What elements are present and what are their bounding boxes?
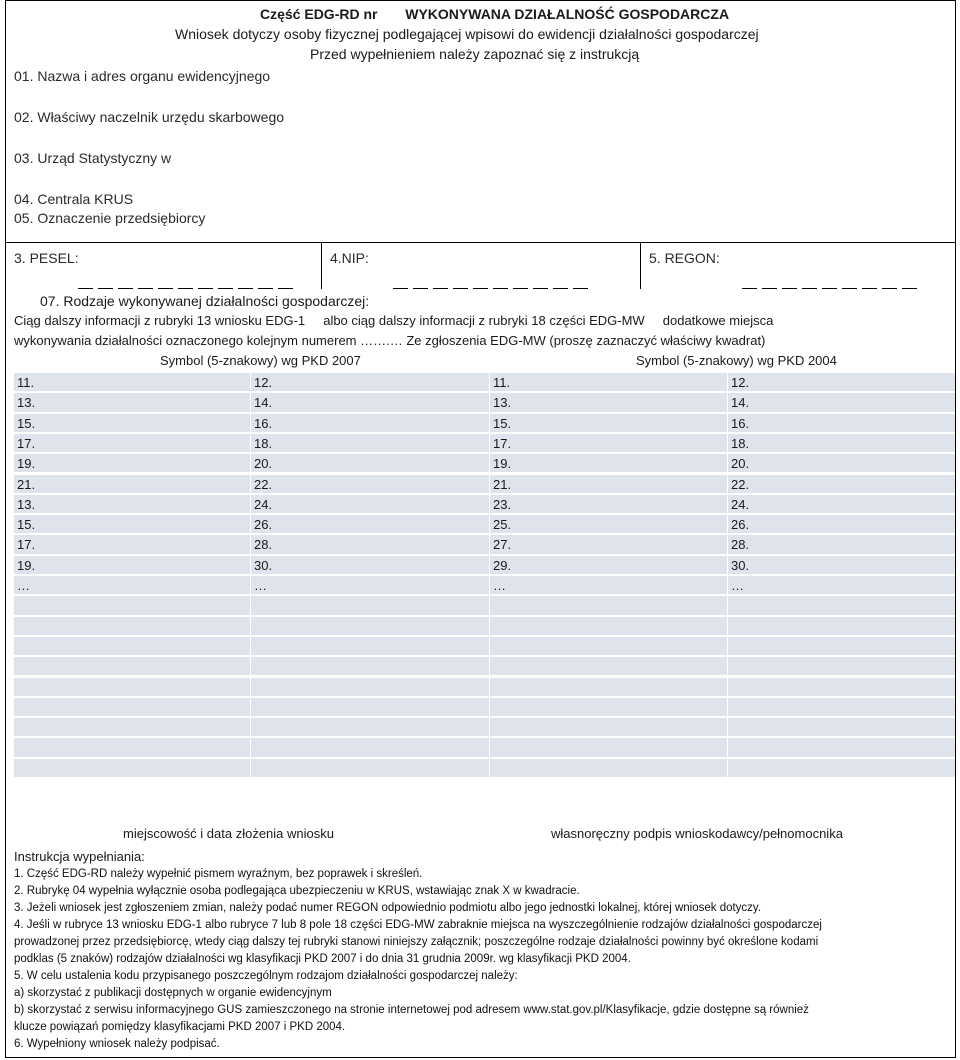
pkd-code-number: 18. [254,435,273,451]
pkd-code-number: 17. [17,537,36,553]
instruction-5: 5. W celu ustalenia kodu przypisanego poszczególnym rodzajom działalności gospodarczej należy: [14,970,518,982]
pkd-code-number: 18. [731,435,750,451]
pkd-empty-cell[interactable] [728,657,955,675]
pkd-code-number: 14. [254,395,273,411]
pkd-empty-cell[interactable] [251,738,489,756]
pkd-code-cell[interactable] [728,434,955,452]
pkd-code-cell[interactable] [251,434,489,452]
pkd-code-cell[interactable] [728,535,955,553]
pkd-code-cell[interactable] [728,414,955,432]
pkd-code-cell[interactable] [14,515,250,533]
instruction-6: 6. Wypełniony wniosek należy podpisać. [14,1038,220,1050]
instruction-5a: a) skorzystać z publikacji dostępnych w organie ewidencyjnym [14,987,332,999]
pkd-code-number: … [17,578,30,593]
pkd-code-cell[interactable] [490,475,727,493]
section-07-line1: Ciąg dalszy informacji z rubryki 13 wniosku EDG-1 albo ciąg dalszy informacji z rubryki 18 części EDG-MW dodatkowe miejsca [14,313,774,328]
pkd-code-cell[interactable] [14,475,250,493]
pkd-empty-cell[interactable] [490,698,727,716]
pkd-empty-cell[interactable] [14,718,250,736]
pkd-code-number: 13. [493,395,512,411]
pkd-code-number: 20. [731,456,750,472]
pkd-code-cell[interactable] [728,495,955,513]
pkd-code-number: 16. [731,415,750,431]
section-07-line2: wykonywania działalności oznaczonego kolejnym numerem …….… Ze zgłoszenia EDG-MW (proszę zaznaczyć właściwy kwadrat) [14,333,766,348]
pkd-empty-cell[interactable] [490,759,727,777]
pkd-code-number: 15. [493,415,512,431]
header-subtitle: Wniosek dotyczy osoby fizycznej podlegającej wpisowi do ewidencji działalności gospodarczej [175,26,759,42]
instruction-2: 2. Rubrykę 04 wypełnia wyłącznie osoba podlegająca ubezpieczeniu w KRUS, wstawiając znak X w kwadracie. [14,885,580,897]
pkd-code-number: 15. [17,517,36,533]
pkd-code-number: 26. [254,517,273,533]
pkd-code-cell[interactable] [251,535,489,553]
signature-place: miejscowość i data złożenia wniosku [123,826,334,841]
pkd-code-number: … [254,578,267,593]
pkd-code-number: 24. [731,496,750,512]
pkd-code-cell[interactable] [728,393,955,411]
pkd-code-number: 13. [17,496,36,512]
pkd-empty-cell[interactable] [14,617,250,635]
pkd-code-cell[interactable] [14,434,250,452]
pkd-code-number: 24. [254,496,273,512]
pkd-code-number: 19. [17,557,36,573]
pkd-code-number: 26. [731,517,750,533]
pkd-empty-cell[interactable] [251,637,489,655]
pkd-empty-cell[interactable] [728,678,955,696]
pkd-code-number: 25. [493,517,512,533]
pkd-empty-cell[interactable] [728,718,955,736]
pkd-code-number: 11. [17,375,35,390]
pkd-code-number: 28. [254,537,273,553]
pkd-empty-cell[interactable] [251,698,489,716]
header-note: Przed wypełnieniem należy zapoznać się z instrukcją [310,46,640,62]
header-part-title [260,6,729,23]
pkd-code-number: 29. [493,557,512,573]
pkd-code-number: 23. [493,496,512,512]
pkd-code-number: 17. [17,435,36,451]
pkd-empty-cell[interactable] [490,637,727,655]
field-05-label: 05. Oznaczenie przedsiębiorcy [14,210,206,226]
pkd-empty-cell[interactable] [728,698,955,716]
pkd-code-number: 22. [254,476,273,492]
pkd-code-cell[interactable] [490,515,727,533]
instruction-5b1: b) skorzystać z serwisu informacyjnego GUS zamieszczonego na stronie internetowej pod adresem www.stat.gov.pl/Klasyfikacje, gdzie dostępne są również [14,1004,809,1016]
pkd-code-number: 21. [17,476,36,492]
pkd-empty-cell[interactable] [251,759,489,777]
pkd-code-cell[interactable] [14,373,250,391]
pkd-code-number: 19. [17,456,36,472]
pkd-code-cell[interactable] [251,576,489,594]
field-04-label: 04. Centrala KRUS [14,191,134,207]
pkd2004-header: Symbol (5-znakowy) wg PKD 2004 [636,353,837,368]
pkd-code-number: 14. [731,395,750,411]
pkd-table [5,372,956,792]
pkd-code-cell[interactable] [728,373,955,391]
pkd-code-cell[interactable] [14,576,250,594]
pkd-code-cell[interactable] [251,414,489,432]
pkd-empty-cell[interactable] [14,637,250,655]
pkd-code-cell[interactable] [251,454,489,472]
pkd-code-cell[interactable] [490,576,727,594]
instruction-4c: podklas (5 znaków) rodzajów działalności wg klasyfikacji PKD 2007 i do dnia 31 grudnia 2009r. wg klasyfikacji PKD 2004. [14,953,631,965]
pkd-code-number: 12. [731,375,750,390]
pkd-empty-cell[interactable] [14,596,250,614]
pkd-code-cell[interactable] [14,454,250,472]
pkd-code-cell[interactable] [728,454,955,472]
instruction-3: 3. Jeżeli wniosek jest zgłoszeniem zmian, należy podać numer REGON odpowiednio podmiotu albo jego jednostki lokalnej, której wniosek dotyczy. [14,902,762,914]
pkd-code-cell[interactable] [14,535,250,553]
pkd-empty-cell[interactable] [490,678,727,696]
field-01-label: 01. Nazwa i adres organu ewidencyjnego [14,68,271,84]
pkd-empty-cell[interactable] [490,738,727,756]
pkd-empty-cell[interactable] [14,678,250,696]
nip-input[interactable] [393,276,593,294]
nip-label: 4.NIP: [330,250,369,266]
instruction-4b: prowadzonej przez przedsiębiorcę, wtedy ciąg dalszy tej rubryki stanowi niniejszy załącznik; poszczególne rodzaje działalności powinny być określone kodami [14,936,819,948]
pkd-code-cell[interactable] [728,515,955,533]
pkd-code-cell[interactable] [490,454,727,472]
pkd-code-cell[interactable] [14,393,250,411]
pkd-code-number: 30. [731,557,750,573]
pkd-empty-cell[interactable] [251,596,489,614]
signature-sign: własnoręczny podpis wnioskodawcy/pełnomocnika [551,826,843,841]
pkd-code-cell[interactable] [490,393,727,411]
pkd-code-number: 15. [17,415,36,431]
pkd-empty-cell[interactable] [251,617,489,635]
instructions-block [14,866,949,1053]
pkd-code-number: 20. [254,456,273,472]
pkd-empty-cell[interactable] [251,718,489,736]
pkd-code-cell[interactable] [251,495,489,513]
pkd-code-number: 17. [493,435,512,451]
pkd-empty-cell[interactable] [728,738,955,756]
pkd-code-cell[interactable] [728,576,955,594]
pkd-empty-cell[interactable] [490,718,727,736]
pkd-code-number: 16. [254,415,273,431]
pkd-code-cell[interactable] [490,495,727,513]
pkd-code-cell[interactable] [728,475,955,493]
regon-input[interactable] [742,276,922,294]
pkd2007-header: Symbol (5-znakowy) wg PKD 2007 [160,353,361,368]
pkd-code-cell[interactable] [490,414,727,432]
pkd-code-cell[interactable] [251,373,489,391]
pkd-code-number: 19. [493,456,512,472]
pkd-code-number: 22. [731,476,750,492]
pkd-code-cell[interactable] [251,556,489,574]
field-03-label: 03. Urząd Statystyczny w [14,150,172,166]
pkd-code-cell[interactable] [14,414,250,432]
pkd-code-cell[interactable] [251,515,489,533]
field-02-label: 02. Właściwy naczelnik urzędu skarbowego [14,109,285,125]
instructions-title: Instrukcja wypełniania: [14,849,145,864]
pkd-code-cell[interactable] [490,373,727,391]
pkd-empty-cell[interactable] [14,738,250,756]
pkd-empty-cell[interactable] [728,596,955,614]
pkd-empty-cell[interactable] [251,678,489,696]
pkd-empty-cell[interactable] [14,698,250,716]
pkd-code-cell[interactable] [490,535,727,553]
pkd-empty-cell[interactable] [728,617,955,635]
pkd-code-cell[interactable] [490,556,727,574]
pkd-code-number: 27. [493,537,512,553]
pkd-code-cell[interactable] [251,393,489,411]
pkd-code-number: 28. [731,537,750,553]
pesel-label: 3. PESEL: [14,250,79,266]
pkd-empty-cell[interactable] [728,759,955,777]
pkd-code-cell[interactable] [251,475,489,493]
pkd-empty-cell[interactable] [490,617,727,635]
part-title: WYKONYWANA DZIAŁALNOŚĆ GOSPODARCZA [405,6,730,22]
pkd-empty-cell[interactable] [14,759,250,777]
id-row-top-line [5,242,956,243]
pkd-empty-cell[interactable] [251,657,489,675]
pkd-code-number: 12. [254,375,273,390]
pkd-code-number: … [493,578,506,593]
pkd-empty-cell[interactable] [14,657,250,675]
pkd-code-cell[interactable] [14,495,250,513]
pkd-code-cell[interactable] [728,556,955,574]
pkd-empty-cell[interactable] [490,596,727,614]
pkd-code-number: 30. [254,557,273,573]
pkd-empty-cell[interactable] [490,657,727,675]
id-row-divider-1 [321,242,322,289]
instruction-4a: 4. Jeśli w rubryce 13 wniosku EDG-1 albo rubryce 7 lub 8 pole 18 części EDG-MW zabraknie miejsca na wyszczególnienie rodzajów działalności gospodarczej [14,919,822,931]
pkd-code-number: 13. [17,395,36,411]
pkd-code-cell[interactable] [14,556,250,574]
pkd-code-cell[interactable] [490,434,727,452]
pesel-input[interactable] [78,276,298,294]
part-prefix: Część EDG-RD nr [260,6,378,22]
pkd-code-number: 21. [493,476,512,492]
pkd-code-number: 11. [493,375,511,390]
instruction-5b2: klucze powiązań pomiędzy klasyfikacjami PKD 2007 i PKD 2004. [14,1021,346,1033]
pkd-empty-cell[interactable] [728,637,955,655]
section-07-title: 07. Rodzaje wykonywanej działalności gospodarczej: [40,293,370,309]
regon-label: 5. REGON: [649,250,720,266]
pkd-code-number: … [731,578,744,593]
id-row-divider-2 [640,242,641,289]
instruction-1: 1. Część EDG-RD należy wypełnić pismem wyraźnym, bez poprawek i skreśleń. [14,868,423,880]
